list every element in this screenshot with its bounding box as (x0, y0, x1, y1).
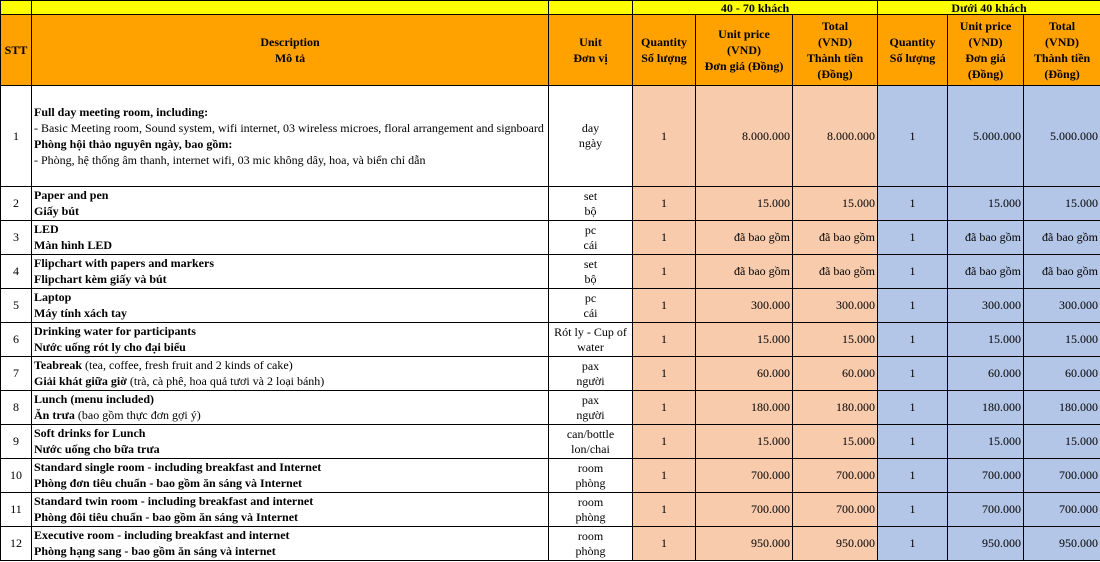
description-line (34, 493, 546, 509)
unit-line: người (576, 407, 605, 422)
description-text: Phòng đôi tiêu chuẩn - bao gồm ăn sáng và Internet (34, 510, 299, 524)
row-stt: 3 (1, 221, 32, 255)
row-unit (549, 459, 633, 493)
unit-line: day (581, 121, 600, 135)
row-qty-a: 1 (633, 527, 696, 561)
row-qty-a: 1 (633, 255, 696, 289)
description-line (34, 255, 546, 271)
unit-line: room (577, 528, 604, 543)
row-total-a: 15.000 (793, 425, 878, 459)
table-row (1, 255, 1100, 289)
row-qty-a: 1 (633, 493, 696, 527)
description-header: Description Mô tả (32, 15, 549, 86)
row-qty-a: 1 (633, 221, 696, 255)
row-unit (549, 187, 633, 221)
row-description (32, 459, 549, 493)
row-stt: 9 (1, 425, 32, 459)
row-stt: 6 (1, 323, 32, 357)
unit-line: phòng (575, 509, 606, 524)
description-line (34, 104, 546, 120)
row-price-b: 950.000 (948, 527, 1024, 561)
row-total-a: đã bao gồm (793, 221, 878, 255)
description-line (34, 152, 546, 168)
row-stt: 2 (1, 187, 32, 221)
group-header-row (1, 1, 1100, 15)
description-text: - Basic Meeting room, Sound system, wifi internet, 03 wireless microes, floral arrangement and signboard (34, 121, 544, 135)
row-total-b: đã bao gồm (1024, 255, 1100, 289)
row-price-a: 700.000 (696, 459, 793, 493)
row-unit (549, 425, 633, 459)
row-stt: 4 (1, 255, 32, 289)
description-line (34, 187, 546, 203)
description-line (34, 527, 546, 543)
row-price-a: 15.000 (696, 425, 793, 459)
row-total-a: 950.000 (793, 527, 878, 561)
description-suffix: (bao gồm thực đơn gợi ý) (74, 408, 201, 422)
row-stt: 1 (1, 86, 32, 187)
description-line (34, 221, 546, 237)
row-qty-b: 1 (878, 255, 948, 289)
description-text: Phòng đơn tiêu chuẩn - bao gồm ăn sáng và Internet (34, 476, 303, 490)
table-row (1, 493, 1100, 527)
column-header-row (1, 15, 1100, 86)
blank-cell (32, 1, 549, 15)
row-total-a: 700.000 (793, 459, 878, 493)
row-price-b: 180.000 (948, 391, 1024, 425)
row-price-a: 8.000.000 (696, 86, 793, 187)
row-total-b: 60.000 (1024, 357, 1100, 391)
description-line (34, 289, 546, 305)
row-qty-b: 1 (878, 86, 948, 187)
row-total-b: 5.000.000 (1024, 86, 1100, 187)
row-price-a: 180.000 (696, 391, 793, 425)
row-description (32, 527, 549, 561)
row-price-b: 700.000 (948, 493, 1024, 527)
row-qty-a: 1 (633, 425, 696, 459)
description-text: LED (34, 222, 59, 236)
row-description (32, 289, 549, 323)
table-row (1, 221, 1100, 255)
row-price-b: đã bao gồm (948, 255, 1024, 289)
row-stt: 5 (1, 289, 32, 323)
row-total-b: 300.000 (1024, 289, 1100, 323)
description-suffix: (tea, coffee, fresh fruit and 2 kinds of cake) (82, 358, 293, 372)
unit-price-header-a: Unit price (VND) Đơn giá (Đồng) (696, 15, 793, 86)
blank-cell (1, 1, 32, 15)
row-price-b: 15.000 (948, 323, 1024, 357)
row-unit (549, 323, 633, 357)
description-text: Drinking water for participants (34, 324, 196, 338)
row-price-a: 950.000 (696, 527, 793, 561)
row-qty-b: 1 (878, 493, 948, 527)
row-price-b: 5.000.000 (948, 86, 1024, 187)
row-price-a: 15.000 (696, 187, 793, 221)
row-qty-b: 1 (878, 289, 948, 323)
description-text: Standard twin room - including breakfast and internet (34, 494, 314, 508)
total-header-b: Total (VND) Thành tiền (Đồng) (1024, 15, 1100, 86)
row-stt: 7 (1, 357, 32, 391)
row-qty-b: 1 (878, 357, 948, 391)
table-row (1, 86, 1100, 187)
row-description (32, 357, 549, 391)
description-text: Giải khát giữa giờ (34, 374, 127, 388)
description-line (34, 357, 546, 373)
description-line (34, 509, 546, 525)
description-line (34, 373, 546, 389)
description-line (34, 543, 546, 559)
unit-line: lon/chai (571, 441, 610, 456)
row-total-a: đã bao gồm (793, 255, 878, 289)
row-qty-a: 1 (633, 187, 696, 221)
unit-line: pax (581, 358, 600, 373)
unit-line: phòng (575, 543, 606, 558)
unit-line: cái (583, 305, 598, 320)
table-row (1, 289, 1100, 323)
row-description (32, 255, 549, 289)
row-qty-b: 1 (878, 221, 948, 255)
row-total-a: 700.000 (793, 493, 878, 527)
table-row (1, 391, 1100, 425)
description-line (34, 323, 546, 339)
description-line (34, 441, 546, 457)
description-text: Soft drinks for Lunch (34, 426, 146, 440)
row-qty-a: 1 (633, 86, 696, 187)
table-row (1, 527, 1100, 561)
description-text: Flipchart with papers and markers (34, 256, 214, 270)
description-text: Lunch (menu included) (34, 392, 155, 406)
row-qty-b: 1 (878, 323, 948, 357)
description-line (34, 459, 546, 475)
description-line (34, 305, 546, 321)
row-unit (549, 221, 633, 255)
description-text: - Phòng, hệ thống âm thanh, internet wifi, 03 mic không dây, hoa, và biển chỉ dẫn (34, 153, 426, 167)
row-total-a: 15.000 (793, 323, 878, 357)
description-text: Ăn trưa (34, 408, 75, 422)
table-body (1, 86, 1100, 561)
row-qty-b: 1 (878, 459, 948, 493)
row-qty-a: 1 (633, 323, 696, 357)
row-qty-a: 1 (633, 459, 696, 493)
row-description (32, 425, 549, 459)
description-text: Paper and pen (34, 188, 109, 202)
description-text: Teabreak (34, 358, 83, 372)
row-total-b: 15.000 (1024, 187, 1100, 221)
row-description (32, 391, 549, 425)
description-text: Standard single room - including breakfast and Internet (34, 460, 322, 474)
unit-line: pc (584, 222, 597, 237)
row-qty-a: 1 (633, 357, 696, 391)
row-total-a: 8.000.000 (793, 86, 878, 187)
total-header-a: Total (VND) Thành tiền (Đồng) (793, 15, 878, 86)
row-total-b: 15.000 (1024, 323, 1100, 357)
unit-line: can/bottle (566, 426, 615, 441)
row-total-b: 950.000 (1024, 527, 1100, 561)
quantity-header-a: Quantity Số lượng (633, 15, 696, 86)
row-total-b: đã bao gồm (1024, 221, 1100, 255)
row-qty-b: 1 (878, 527, 948, 561)
description-text: Phòng hạng sang - bao gồm ăn sáng và internet (34, 544, 276, 558)
row-total-b: 180.000 (1024, 391, 1100, 425)
row-price-b: 15.000 (948, 425, 1024, 459)
row-total-b: 700.000 (1024, 459, 1100, 493)
table-row (1, 459, 1100, 493)
unit-line: bộ (584, 203, 597, 218)
unit-line: bộ (584, 271, 597, 286)
unit-line: phòng (575, 475, 606, 490)
row-unit (549, 86, 633, 187)
row-stt: 10 (1, 459, 32, 493)
row-price-a: đã bao gồm (696, 221, 793, 255)
table-row (1, 425, 1100, 459)
row-unit (549, 255, 633, 289)
unit-line: water (577, 339, 604, 354)
row-description (32, 187, 549, 221)
table-row (1, 357, 1100, 391)
row-qty-b: 1 (878, 425, 948, 459)
unit-header: Unit Đơn vị (549, 15, 633, 86)
description-text: Nước uống cho bữa trưa (34, 442, 160, 456)
row-unit (549, 289, 633, 323)
unit-line: room (577, 494, 604, 509)
description-line (34, 425, 546, 441)
description-text: Máy tính xách tay (34, 306, 127, 320)
row-price-a: đã bao gồm (696, 255, 793, 289)
description-text: Nước uống rót ly cho đại biểu (34, 340, 186, 354)
description-text: Phòng hội thảo nguyên ngày, bao gồm: (34, 137, 233, 151)
row-stt: 8 (1, 391, 32, 425)
row-unit (549, 493, 633, 527)
row-price-b: 300.000 (948, 289, 1024, 323)
row-total-a: 180.000 (793, 391, 878, 425)
description-line (34, 136, 546, 152)
description-text: Giấy bút (34, 204, 80, 218)
row-price-a: 60.000 (696, 357, 793, 391)
row-unit (549, 357, 633, 391)
unit-line: set (583, 188, 598, 203)
description-text: Full day meeting room, including: (34, 105, 209, 119)
row-qty-a: 1 (633, 289, 696, 323)
row-unit (549, 391, 633, 425)
row-description (32, 323, 549, 357)
row-total-b: 15.000 (1024, 425, 1100, 459)
unit-line: set (583, 256, 598, 271)
description-line (34, 475, 546, 491)
description-line (34, 391, 546, 407)
table-row (1, 187, 1100, 221)
unit-line: cái (583, 237, 598, 252)
unit-line: pc (584, 290, 597, 305)
blank-cell (549, 1, 633, 15)
row-total-a: 60.000 (793, 357, 878, 391)
row-description (32, 221, 549, 255)
description-line (34, 120, 546, 136)
unit-line: người (576, 373, 605, 388)
row-price-b: 700.000 (948, 459, 1024, 493)
row-unit (549, 527, 633, 561)
description-text: Executive room - including breakfast and internet (34, 528, 290, 542)
description-text: Flipchart kèm giấy và bút (34, 272, 167, 286)
group-b-header: Dưới 40 khách (878, 1, 1100, 15)
row-price-b: 60.000 (948, 357, 1024, 391)
description-line (34, 203, 546, 219)
row-price-a: 300.000 (696, 289, 793, 323)
description-line (34, 237, 546, 253)
unit-line: Rót ly - Cup of (554, 324, 627, 339)
description-line (34, 339, 546, 355)
row-price-a: 15.000 (696, 323, 793, 357)
row-description (32, 86, 549, 187)
quantity-header-b: Quantity Số lượng (878, 15, 948, 86)
unit-line: ngày (578, 136, 603, 150)
row-total-b: 700.000 (1024, 493, 1100, 527)
row-total-a: 300.000 (793, 289, 878, 323)
row-qty-b: 1 (878, 391, 948, 425)
description-text: Màn hình LED (34, 238, 113, 252)
unit-line: pax (581, 392, 600, 407)
unit-line: room (577, 460, 604, 475)
description-suffix: (trà, cà phê, hoa quả tươi và 2 loại bánh) (126, 374, 325, 388)
group-a-header: 40 - 70 khách (633, 1, 878, 15)
row-price-b: đã bao gồm (948, 221, 1024, 255)
row-qty-a: 1 (633, 391, 696, 425)
description-text: Laptop (34, 290, 72, 304)
row-price-b: 15.000 (948, 187, 1024, 221)
row-qty-b: 1 (878, 187, 948, 221)
description-line (34, 407, 546, 423)
row-total-a: 15.000 (793, 187, 878, 221)
table-row (1, 323, 1100, 357)
row-stt: 12 (1, 527, 32, 561)
description-line (34, 271, 546, 287)
row-description (32, 493, 549, 527)
unit-price-header-b: Unit price (VND) Đơn giá (Đồng) (948, 15, 1024, 86)
row-price-a: 700.000 (696, 493, 793, 527)
stt-header: STT (1, 15, 32, 86)
row-stt: 11 (1, 493, 32, 527)
